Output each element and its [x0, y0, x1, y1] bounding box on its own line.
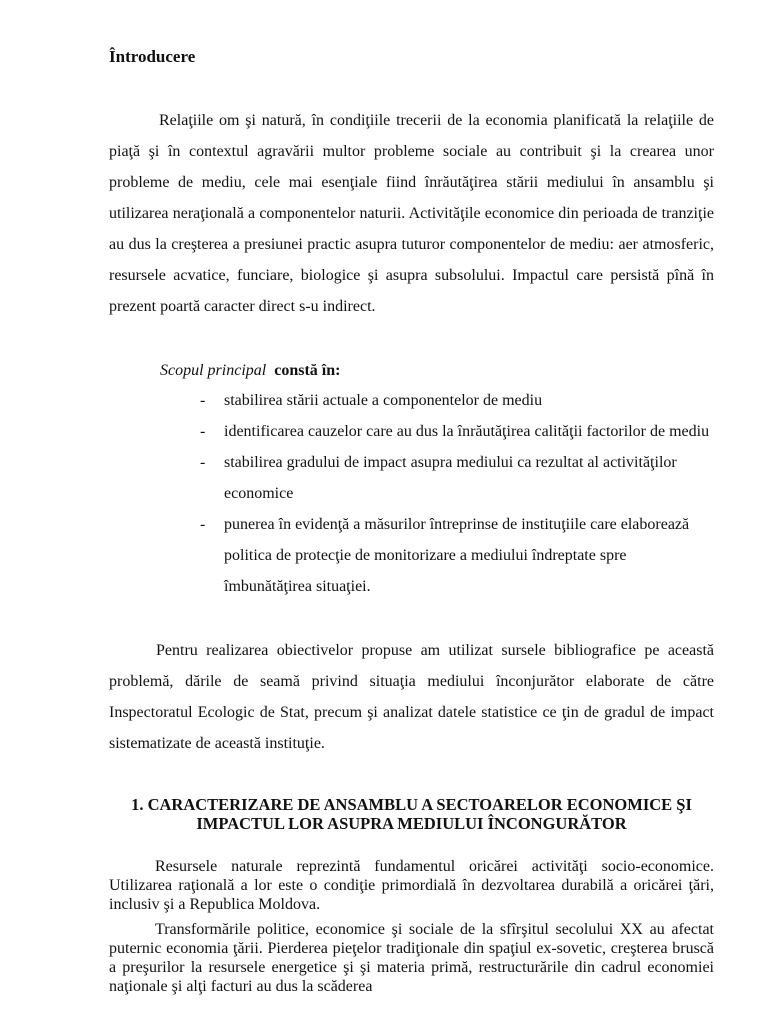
list-dash: - — [200, 516, 206, 533]
intro-paragraph: Relaţiile om şi natură, în condiţiile trecerii de la economia planificată la relaţiile de piaţă şi în contextul agravării multor probleme sociale au contribuit şi la crearea unor probleme de mediu, cele mai esenţiale fiind înrăutăţirea stării mediului în ansamblu şi utilizarea neraţională a componentelor naturii. Activităţile economice din perioada de tranziţie au dus la creşterea a presiunei practic asupra tuturor componentelor de mediu: aer atmosferic, resursele acvatice, funciare, biologice şi asupra subsolului. Impactul care persistă pînă în prezent poartă caracter direct s-u indirect. — [109, 112, 714, 315]
list-item — [200, 447, 714, 509]
sources-paragraph: Pentru realizarea obiectivelor propuse am utilizat sursele bibliografice pe această problemă, dările de seamă privind situaţia mediului înconjurător elaborate de către Inspectoratul Ecologic de Stat, precum şi analizat datele statistice ce ţin de gradul de impact sistematizate de această instituţie. — [109, 642, 714, 752]
scope-label: Scopul principal — [160, 362, 267, 379]
list-item-text: stabilirea gradului de impact asupra mediului ca rezultat al activităţilor economice — [224, 454, 677, 502]
list-item — [200, 416, 714, 447]
list-dash: - — [200, 392, 206, 409]
list-item — [200, 385, 714, 416]
list-item-text: stabilirea stării actuale a componentelor de mediu — [224, 392, 543, 409]
list-item — [200, 509, 714, 602]
scope-text: constă în: — [274, 362, 341, 379]
list-dash: - — [200, 454, 206, 471]
objectives-list — [200, 385, 714, 602]
list-item-text: identificarea cauzelor care au dus la înrăutăţirea calităţii factorilor de mediu — [224, 423, 710, 440]
list-dash: - — [200, 423, 206, 440]
introduction-heading: Întroducere — [109, 47, 196, 66]
scope-line — [160, 355, 340, 386]
section-title: 1. CARACTERIZARE DE ANSAMBLU A SECTOARELOR ECONOMICE ŞI IMPACTUL LOR ASUPRA MEDIULUI ÎNCONGURĂTOR — [131, 795, 692, 833]
list-item-text: punerea în evidenţă a măsurilor întreprinse de instituţiile care elaborează politica de protecţie de monitorizare a mediului îndreptate spre îmbunătăţirea situaţiei. — [224, 516, 690, 595]
section-paragraph-1: Resursele naturale reprezintă fundamentul oricărei activităţi socio-economice. Utilizarea raţională a lor este o condiţie primordială în dezvoltarea durabilă a oricărei ţări, inclusiv şi a Republica Moldova. — [109, 858, 714, 913]
section-paragraph-2: Transformările politice, economice şi sociale de la sfîrşitul secolului XX au afectat puternic economia ţării. Pierderea pieţelor tradiţionale din spaţiul ex-sovetic, creşterea bruscă a preşurilor la resursele energetice şi şi materia primă, restructurările din cadrul economiei naţionale şi alţi facturi au dus la scăderea — [109, 921, 714, 995]
